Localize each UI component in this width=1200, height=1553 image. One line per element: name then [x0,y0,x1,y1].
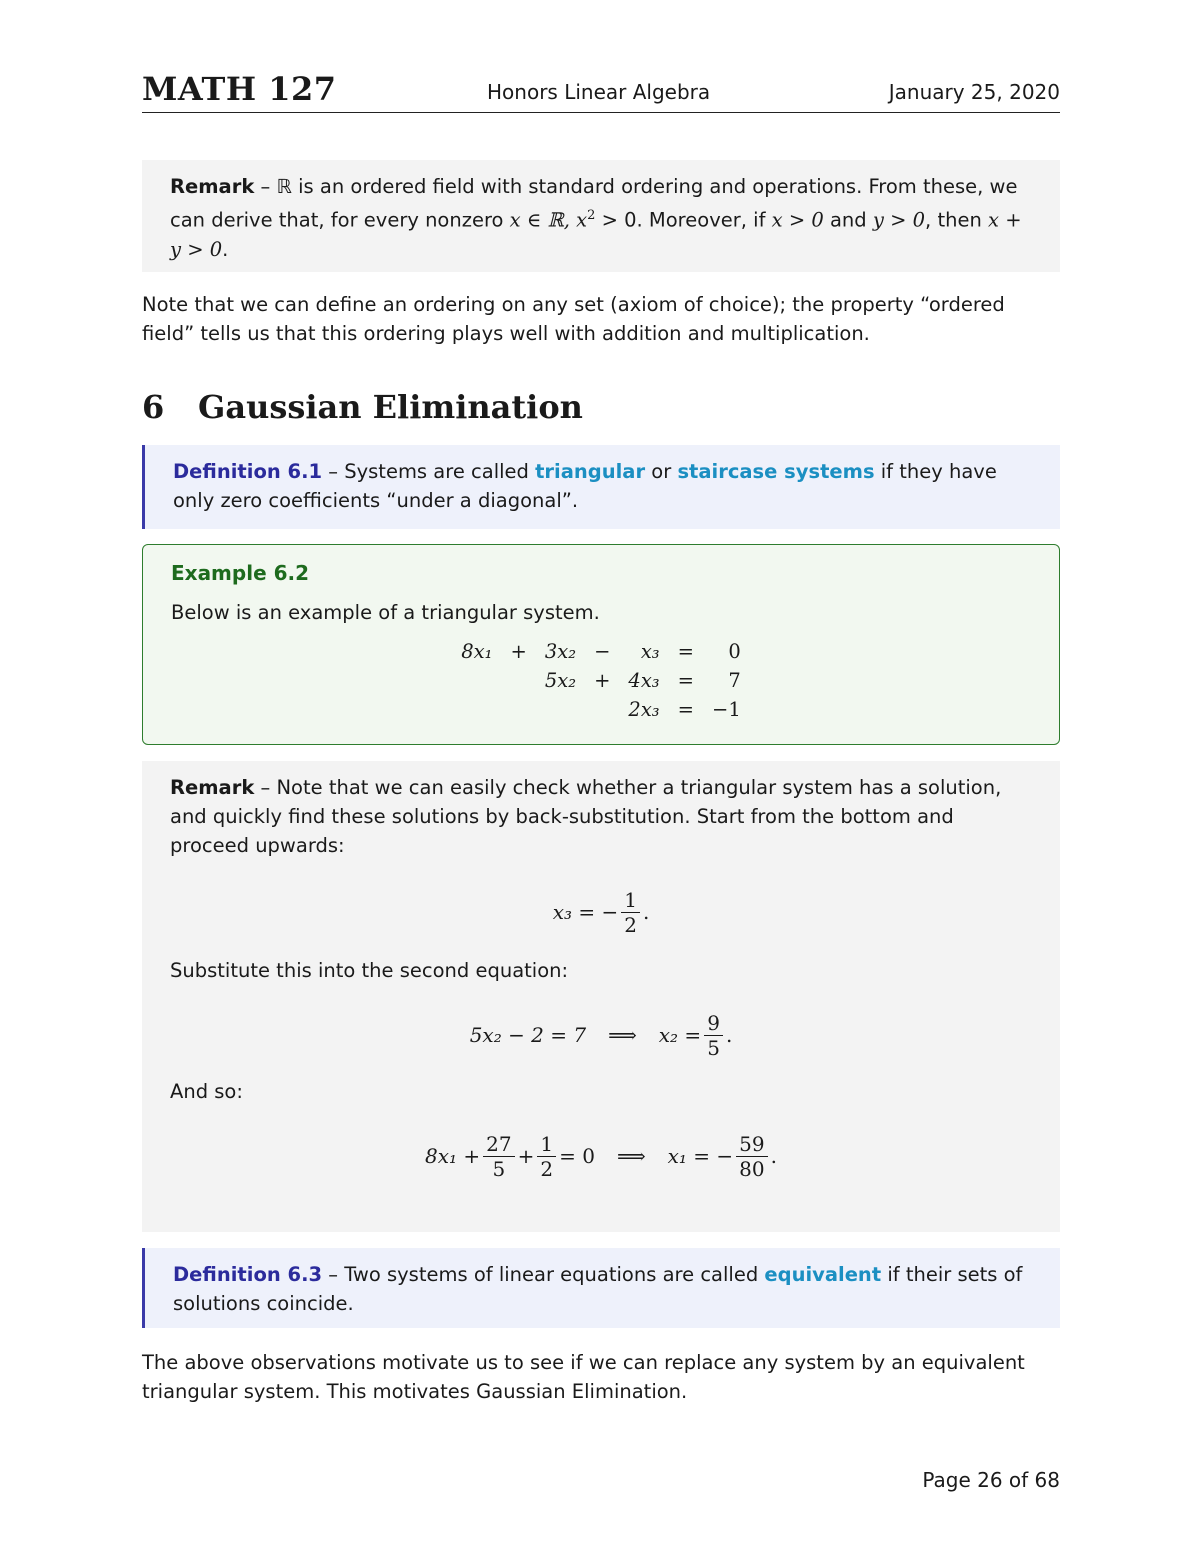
defined-term-equivalent: equivalent [764,1263,882,1286]
fraction [537,1132,556,1181]
definition-text: if they have only zero coefficients “under a diagonal”. [173,460,997,512]
denominator: 2 [624,912,637,937]
equation-term: x₃ [640,640,660,663]
equation-term: 3x₂ [544,640,577,663]
definition-text: if their sets of solutions coincide. [173,1263,1023,1315]
example-intro: Below is an example of a triangular system. [171,601,600,624]
remark-text: and [823,208,873,232]
remark-label: Remark [170,175,255,198]
example-label: Example 6.2 [171,561,310,585]
remark-text: . [222,237,229,261]
equation-term: 8x₁ [461,640,493,663]
remark-text: , then [925,208,989,232]
equation-term: 7 [728,669,741,692]
equation-operator: + [510,640,527,663]
eq-tail: . [770,1143,777,1168]
equation-term: 0 [728,640,741,663]
substitute-text: Substitute this into the second equation: [170,959,569,982]
section-title: Gaussian Elimination [198,388,583,426]
equation-x3 [170,882,1032,942]
equation-x2 [170,1005,1032,1065]
definition-text: Systems are called [344,460,536,483]
defined-term-triangular: triangular [535,460,646,483]
equation-row [453,666,748,695]
remark-text: Note that we can easily check whether a triangular system has a solution, and quickly find these solutions by back-substitution. Start from the bottom and proceed upwards: [170,776,1002,857]
equation-operator: = [677,669,694,692]
definition-dash: – [322,460,345,483]
remark-text: ℝ is an ordered field with standard ordering and operations. From these, we can derive that, for every nonzero [170,175,1018,232]
eq-tail: . [725,1022,733,1047]
fraction [736,1132,767,1181]
denominator: 5 [492,1156,506,1181]
triangular-system-table [453,637,748,724]
remark-dash: – [254,175,277,198]
implies-symbol: ⟹ [616,1143,646,1168]
page-header [142,68,1060,113]
definition-box-6-1 [142,445,1060,529]
numerator: 59 [736,1132,767,1157]
example-box-6-2 [142,544,1060,745]
definition-label: Definition 6.1 [173,460,323,483]
remark-dash: – [254,776,277,799]
numerator: 1 [537,1132,556,1157]
remark-math: y > 0 [872,208,926,232]
fraction [704,1011,723,1060]
closing-paragraph: The above observations motivate us to see if we can replace any system by an equivalent triangular system. This motivates Gaussian Elimination. [142,1351,1025,1403]
fraction [483,1132,514,1181]
definition-dash: – [322,1263,345,1286]
equals-zero: = 0 [559,1143,595,1168]
header-date: January 25, 2020 [888,80,1060,104]
equation-operator [584,695,620,724]
definition-text: Two systems of linear equations are called [344,1263,765,1286]
denominator: 2 [540,1156,554,1181]
defined-term-staircase: staircase systems [677,460,875,483]
remark-math: x > 0 [771,208,824,232]
course-subtitle: Honors Linear Algebra [487,80,711,104]
numerator: 27 [483,1132,514,1157]
denominator: 5 [707,1035,720,1060]
page-number: Page 26 of 68 [922,1468,1060,1492]
equation-operator: = [677,640,694,663]
definition-label: Definition 6.3 [173,1263,323,1286]
remark-text: > 0. Moreover, if [595,208,772,232]
eq-lhs: x₃ = − [552,899,619,924]
equation-term: −1 [711,698,741,721]
equation-operator [500,695,536,724]
equation-operator: − [594,640,611,663]
equation-x1 [170,1126,1032,1186]
definition-box-6-3 [142,1248,1060,1328]
equation-term: 4x₃ [628,669,660,692]
equation-row [453,695,748,724]
numerator: 1 [621,888,640,913]
remark-box-back-substitution [142,761,1060,1232]
exponent: 2 [587,208,596,223]
equation-term [537,695,584,724]
section-heading [142,388,583,426]
remark-label: Remark [170,776,255,799]
equation-operator: = [677,698,694,721]
course-title: MATH 127 [142,70,337,108]
definition-text: or [645,460,678,483]
equation-term [453,695,500,724]
and-so-text: And so: [170,1080,243,1103]
remark-math: x + y > 0 [170,208,1022,261]
section-number: 6 [142,388,165,426]
plus-sign: + [517,1143,535,1168]
denominator: 80 [739,1156,765,1181]
fraction [621,888,640,937]
equation-term [453,666,500,695]
eq-rhs: x₁ = − [667,1143,734,1168]
implies-symbol: ⟹ [608,1022,637,1047]
eq-rhs: x₂ = [658,1022,702,1047]
eq-lhs: 5x₂ − 2 = 7 [469,1022,587,1047]
note-paragraph: Note that we can define an ordering on any set (axiom of choice); the property “ordered field” tells us that this ordering plays well with addition and multiplication. [142,293,1005,345]
equation-operator: + [594,669,611,692]
equation-term: 2x₃ [628,698,660,721]
equation-term: 5x₂ [544,669,577,692]
eq-lhs: 8x₁ + [425,1143,481,1168]
eq-tail: . [642,899,650,924]
equation-row [453,637,748,666]
remark-box-ordered-field [142,160,1060,272]
numerator: 9 [704,1011,723,1036]
remark-math: x ∈ ℝ, x [509,208,588,232]
equation-operator [500,666,536,695]
